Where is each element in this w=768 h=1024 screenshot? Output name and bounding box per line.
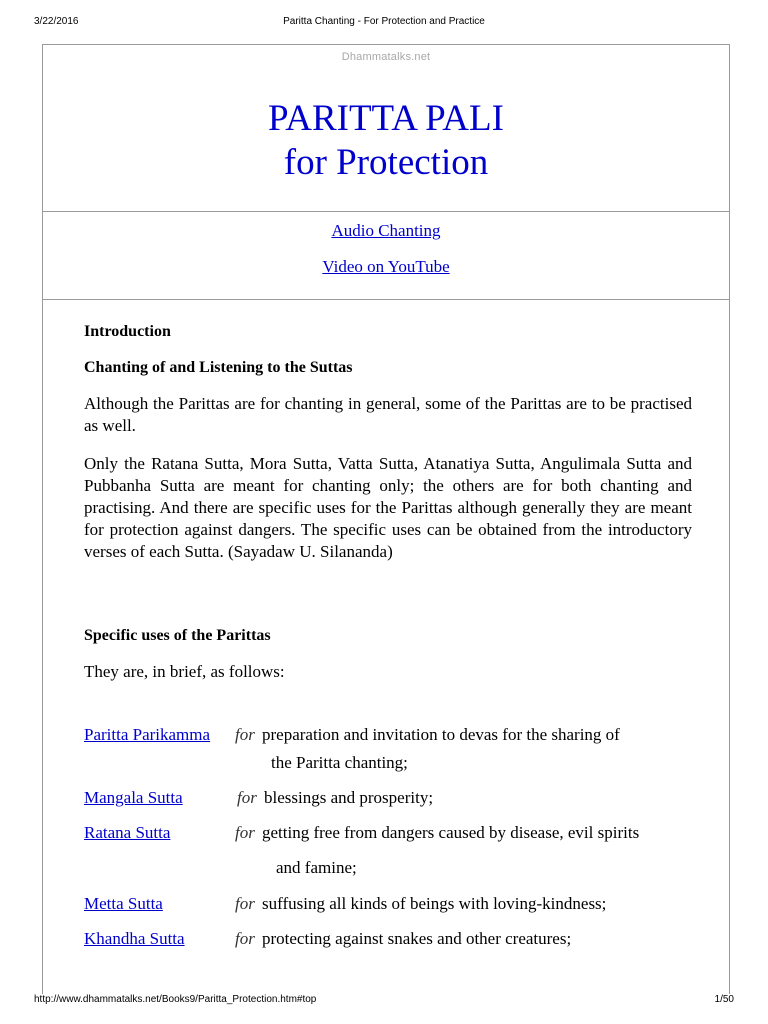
for-label: for — [237, 788, 257, 807]
khandha-sutta-link[interactable]: Khandha Sutta — [84, 929, 185, 948]
print-header — [34, 16, 734, 30]
list-item — [84, 823, 704, 847]
intro-heading: Introduction — [84, 323, 171, 340]
audio-chanting-link[interactable]: Audio Chanting — [331, 221, 441, 240]
for-label: for — [235, 823, 255, 842]
paritta-parikamma-link[interactable]: Paritta Parikamma — [84, 725, 211, 744]
use-description: suffusing all kinds of beings with loving-kindness; — [262, 894, 607, 913]
mangala-sutta-link[interactable]: Mangala Sutta — [84, 788, 183, 807]
use-description-continued: the Paritta chanting; — [271, 753, 408, 772]
specific-uses-heading: Specific uses of the Parittas — [84, 627, 271, 644]
page-frame — [42, 44, 730, 994]
chanting-subheading: Chanting of and Listening to the Suttas — [84, 359, 353, 376]
use-description: blessings and prosperity; — [264, 788, 434, 807]
use-description: preparation and invitation to devas for the sharing of — [262, 725, 620, 744]
intro-paragraph-2: Only the Ratana Sutta, Mora Sutta, Vatta Sutta, Atanatiya Sutta, Angulimala Sutta and Pubbanha Sutta are meant for chanting only; the others are for both chanting and practising. And there are specific uses for the Parittas although generally they are meant for protection against dangers. The specific uses can be obtained from the introductory verses of each Sutta. (Sayadaw U. Silananda) — [84, 454, 692, 561]
divider-top — [43, 211, 729, 212]
list-item — [84, 788, 704, 812]
metta-sutta-link[interactable]: Metta Sutta — [84, 894, 163, 913]
use-description-continued: and famine; — [276, 858, 357, 877]
print-page-number: 1/50 — [714, 994, 734, 1005]
page-title — [43, 97, 729, 185]
for-label: for — [235, 725, 255, 744]
divider-bottom — [43, 299, 729, 300]
for-label: for — [235, 894, 255, 913]
print-url: http://www.dhammatalks.net/Books9/Paritta_Protection.htm#top — [34, 994, 317, 1005]
list-item — [84, 894, 704, 918]
use-description: protecting against snakes and other creatures; — [262, 929, 572, 948]
specific-uses-lead: They are, in brief, as follows: — [84, 662, 285, 681]
print-page-title: Paritta Chanting - For Protection and Practice — [283, 16, 485, 27]
audio-chanting-row — [43, 221, 729, 241]
title-line-2: for Protection — [283, 142, 489, 183]
video-youtube-row — [43, 257, 729, 277]
title-line-1: PARITTA PALI — [268, 98, 504, 139]
site-name: Dhammatalks.net — [341, 51, 431, 63]
print-date: 3/22/2016 — [34, 16, 79, 27]
intro-paragraph-1: Although the Parittas are for chanting in general, some of the Parittas are to be practised as well. — [84, 394, 692, 435]
use-description: getting free from dangers caused by disease, evil spirits — [262, 823, 640, 842]
for-label: for — [235, 929, 255, 948]
video-youtube-link[interactable]: Video on YouTube — [322, 257, 450, 276]
list-item — [84, 929, 704, 953]
ratana-sutta-link[interactable]: Ratana Sutta — [84, 823, 171, 842]
print-footer — [34, 994, 734, 1008]
list-item — [84, 725, 704, 749]
